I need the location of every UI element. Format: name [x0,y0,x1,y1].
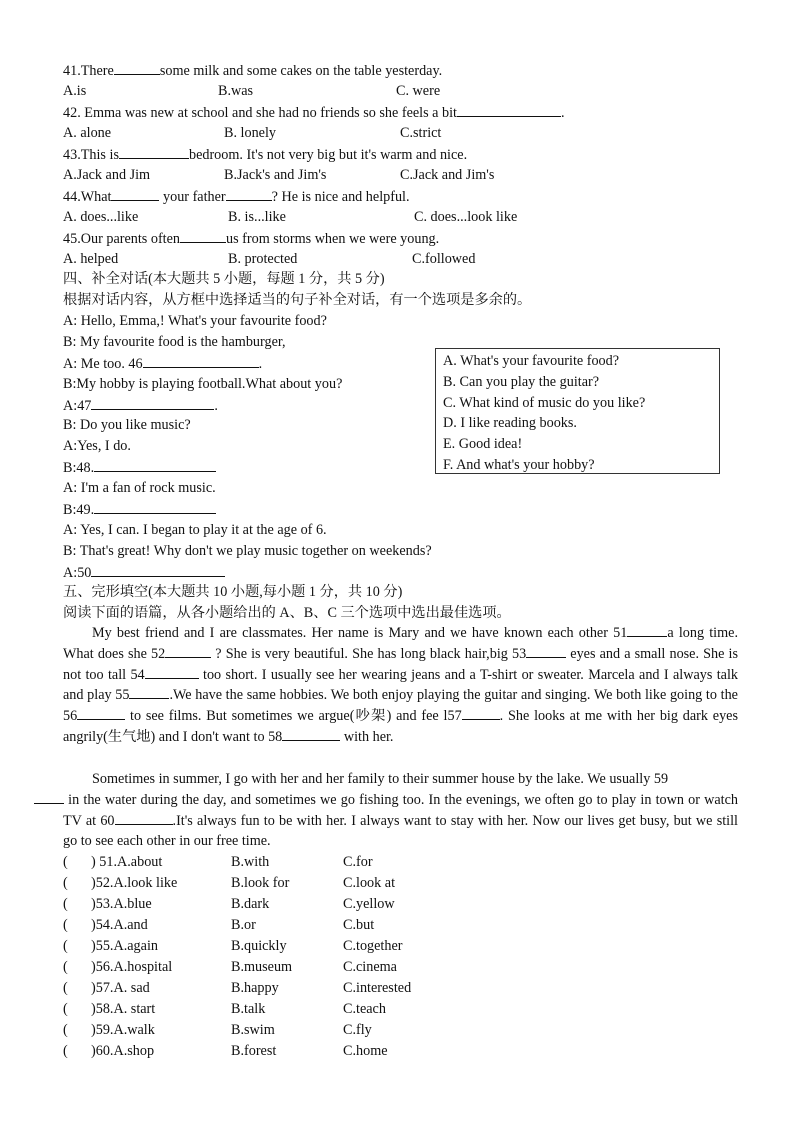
dialogue-line: A: I'm a fan of rock music. [63,480,216,496]
box-option: B. Can you play the guitar? [443,373,600,390]
section-5-instruction: 阅读下面的语篇，从各小题给出的 A、B、C 三个选项中选出最佳选项。 [63,605,511,621]
dialogue-line: B: That's great! Why don't we play music together on weekends? [63,543,432,559]
dialogue-line: A:50 [63,563,225,582]
question-45: 45.Our parents often us from storms when we were young. [63,231,440,247]
box-option: C. What kind of music do you like? [443,394,646,411]
answer-blank [111,187,159,201]
cloze-paragraph-1: My best friend and I are classmates. Her name is Mary and we have known each other 51 a long time. What does she 52 ? She is very beautiful. She has long black hair,big 53 eyes and a small nose. She is not too tall 54 too short. I usually see her wearing jeans and a T-shirt or sweater. Marcela and I always talk and play 55 .We have the same hobbies. We both enjoy playing the guitar and singing. We both like going to the 56 to see films. But sometimes we argue(吵架) and fee l57 . She looks at me with her big dark eyes angrily(生气地) and I don't want to 58 with her. [63,625,738,745]
question-43: 43.This is bedroom. It's not very big but it's warm and nice. [63,147,468,163]
question-42: 42. Emma was new at school and she had no friends so she feels a bit . [63,105,565,121]
answer-blank [91,396,214,410]
section-4-heading: 四、补全对话(本大题共 5 小题，每题 1 分，共 5 分) [63,271,385,287]
dialogue-line: B:48. [63,458,216,477]
section-4-instruction: 根据对话内容，从方框中选择适当的句子补全对话，有一个选项是多余的。 [63,292,532,308]
dialogue-line: A: Hello, Emma,! What's your favourite food? [63,313,327,329]
answer-blank [129,685,169,699]
answer-blank [34,790,64,804]
answer-blank [94,500,216,514]
dialogue-line: A:47 . [63,398,218,414]
answer-blank [226,187,272,201]
answer-blank [282,727,340,741]
answer-blank [119,145,189,159]
dialogue-line: A:Yes, I do. [63,438,131,454]
box-option: A. What's your favourite food? [443,353,620,369]
answer-blank [94,458,216,472]
answer-blank [115,811,173,825]
answer-blank [91,563,225,577]
answer-blank [143,354,259,368]
cloze-paragraph-2: Sometimes in summer, I go with her and her family to their summer house by the lake. We usually 59 in the water during the day, and sometimes we go fishing too. In the evenings, we often go to play in town or watch TV at 60 .It's always fun to be with her. I always want to stay with her. Now our lives get busy, but we still go to see each other in our free time. [63,769,738,852]
question-41: 41.There some milk and some cakes on the table yesterday. [63,63,443,79]
answer-blank [526,644,566,658]
box-option: F. And what's your hobby? [443,456,595,473]
answer-blank [627,623,667,637]
dialogue-line: B: My favourite food is the hamburger, [63,334,286,350]
answer-blank [457,103,561,117]
section-5-heading: 五、完形填空(本大题共 10 小题,每小题 1 分，共 10 分) [63,584,403,600]
answer-blank [180,229,226,243]
answer-blank [77,706,125,720]
answer-blank [114,61,160,75]
dialogue-line: A: Me too. 46 . [63,356,263,372]
answer-blank [165,644,211,658]
answer-blank [145,665,199,679]
dialogue-line: A: Yes, I can. I began to play it at the age of 6. [63,522,327,538]
dialogue-line: B:49. [63,500,216,519]
worksheet-page: 41.There some milk and some cakes on the table yesterday. A.is B.was C. were 42. Emma was new at school and she had no friends so she feels a bit . A. alone B. lonely C.strict 43.This is bedroom. It's not very big but it's warm and nice. A.Jack and Jim B.Jack's and Jim's C.Jack and Jim's 44.What your father ? He is nice and helpful. A. does...like B. is...like C. does...look like 45.Our parents often us from storms when we were young. A. helped B. protected C.followed 四、补全对话(本大题共 5 小题，每题 1 分，共 5 分) 根据对话内容，从方框中选择适当的句子补全对话，有一个选项是多余的。 A: Hello, Emma,! What's your favourite food? B: My favourite food is the hamburger, A: Me too. 46 . B:My hobby is playing football.What about you? A:47 . B: Do you like music? A:Yes, I do. B:48. A: I'm a fan of rock music. B:49. A: Yes, I can. I began to play it at the age of 6. B: That's great! Why don't we play music together on weekends? A:50 A. What's your favourite food? B. Can you play the guitar? C. What kind of music do you like? D. I like reading books. E. Good idea! F. And what's your hobby? 五、完形填空(本大题共 10 小题,每小题 1 分，共 10 分) 阅读下面的语篇，从各小题给出的 A、B、C 三个选项中选出最佳选项。 My best friend and I are classmates. Her name is Mary and we have known each other 51 a long time. What does she 52 ? She is very beautiful. She has long black hair,big 53 eyes and a small nose. She is not too tall 54 too short. I usually see her wearing jeans and a T-shirt or sweater. Marcela and I always talk and play 55 .We have the same hobbies. We both enjoy playing the guitar and singing. We both like going to the 56 to see films. But sometimes we argue(吵架) and fee l57 . She looks at me with her big dark eyes angrily(生气地) and I don't want to 58 with her. Sometimes in summer, I go with her and her family to their summer house by the lake. We usually 59 in the water during the day, and sometimes we go fishing too. In the evenings, we often go to play in town or watch TV at 60 .It's always fun to be with her. I always want to stay with her. Now our lives get busy, but we still go to see each other in our free time. ( ) 51.A.about B.with C.for ( )52.A.look like B.look for C.look at ( )53.A.blue B.dark C.yellow ( )54.A.and B.or C.but ( )55.A.again B.quickly C.together ( )56.A.hospital B.museum C.cinema ( )57.A. sad B.happy C.interested ( )58.A. start B.talk C.teach ( )59.A.walk B.swim C.fly ( )60.A.shop B.forest C.home [0,0,794,1123]
box-option: E. Good idea! [443,436,523,453]
answer-blank [462,706,500,720]
dialogue-line: B:My hobby is playing football.What about you? [63,376,343,392]
dialogue-options-box [435,348,720,474]
box-option: D. I like reading books. [443,415,577,432]
question-44: 44.What your father ? He is nice and helpful. [63,189,410,205]
dialogue-line: B: Do you like music? [63,417,191,433]
